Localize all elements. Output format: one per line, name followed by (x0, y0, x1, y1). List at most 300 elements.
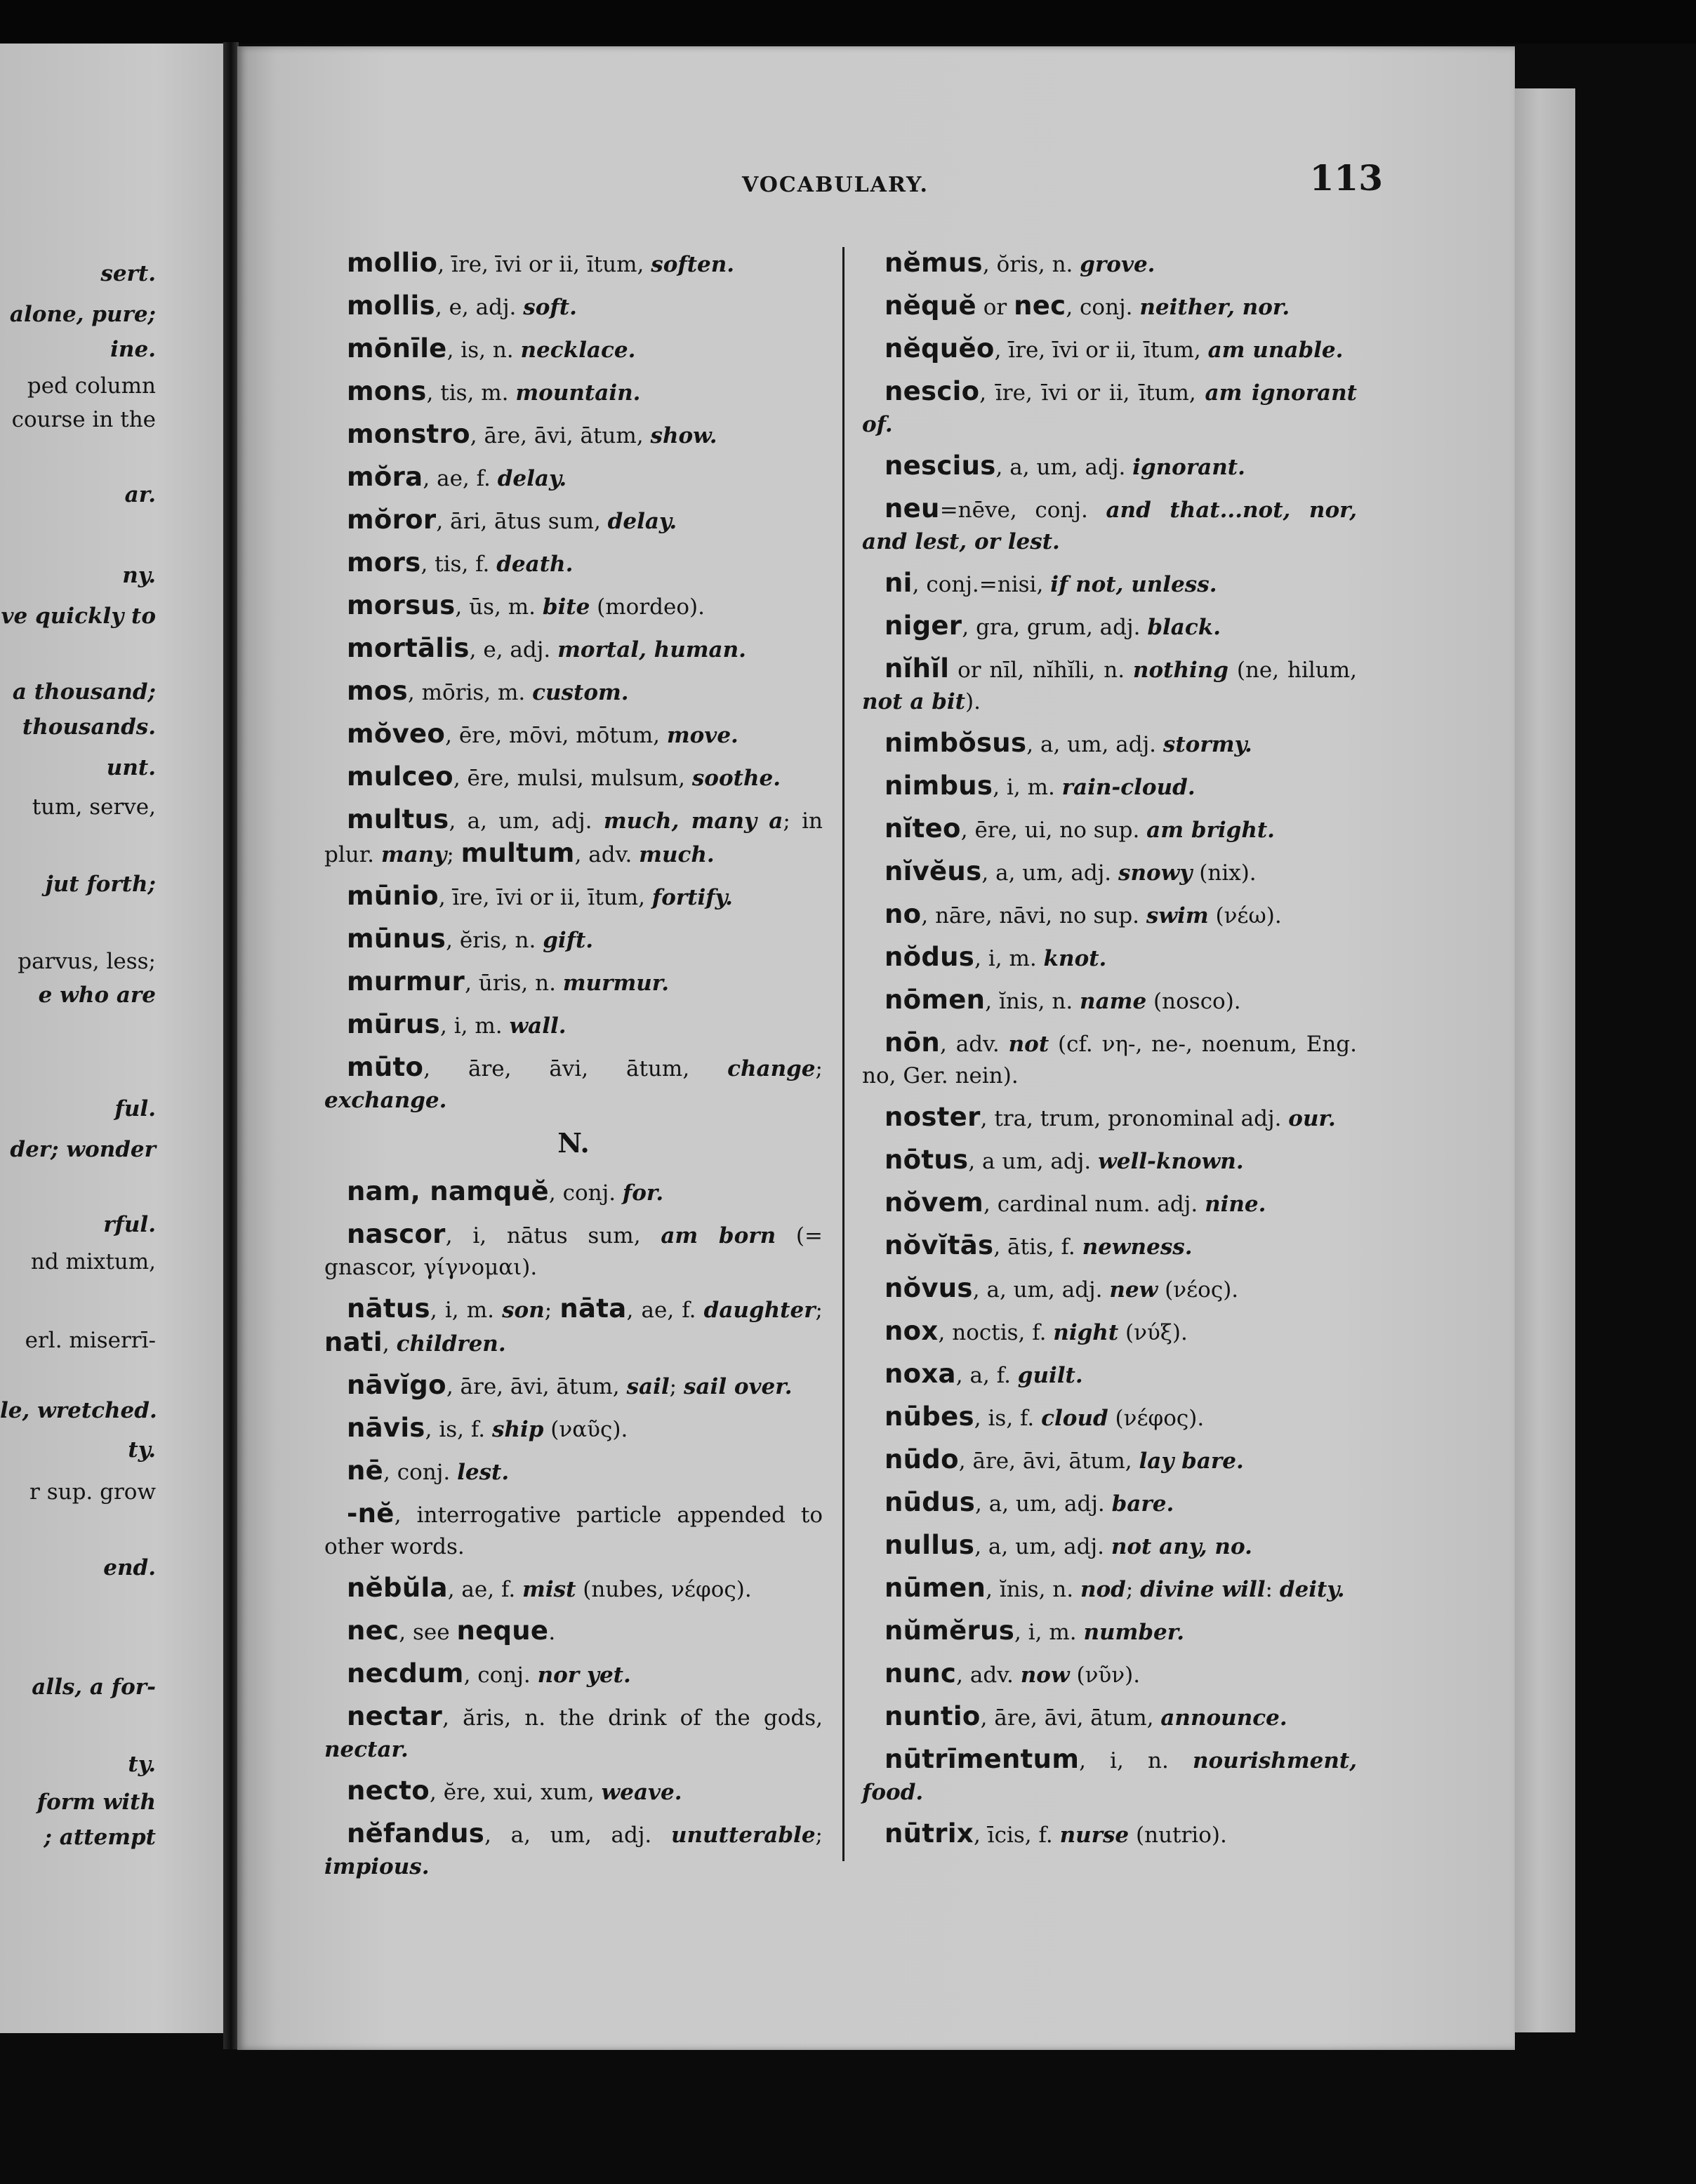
definition: lest. (457, 1460, 510, 1485)
headword: nūbes (885, 1401, 974, 1432)
entry-text: , a um, adj. (968, 1149, 1099, 1174)
vocabulary-entry (324, 1051, 823, 1117)
headword: nĕmus (885, 248, 983, 278)
definition: lay bare. (1139, 1449, 1244, 1474)
vocabulary-entry (324, 547, 823, 580)
definition: weave. (601, 1780, 682, 1805)
definition: black. (1147, 615, 1221, 640)
vocabulary-entry (862, 1743, 1357, 1809)
headword: nŭmĕrus (885, 1616, 1015, 1646)
vocabulary-entry (324, 804, 823, 871)
headword: nāvis (347, 1413, 425, 1443)
entries-n-list (324, 1176, 823, 1883)
headword: nūtrix (885, 1818, 974, 1849)
headword: no (885, 899, 922, 929)
entry-text: , i, m. (430, 1298, 503, 1323)
headword: neu (885, 493, 940, 524)
vocabulary-entry (324, 880, 823, 914)
definition: guilt. (1017, 1363, 1083, 1388)
vocabulary-entry (862, 770, 1357, 804)
definition: nectar. (324, 1737, 409, 1762)
definition: neither, nor. (1139, 295, 1290, 320)
headword: nāta (559, 1293, 627, 1324)
left-page-fragment: unt. (106, 755, 156, 780)
left-page-fragment: form with (37, 1790, 156, 1815)
vocabulary-entry (862, 1700, 1357, 1734)
entry-text: , see (399, 1620, 457, 1645)
headword: nūdus (885, 1487, 976, 1517)
left-page-fragment: alls, a for- (32, 1674, 156, 1700)
definition: show. (650, 423, 717, 448)
headword: mŏveo (347, 719, 446, 749)
headword: nūdo (885, 1444, 959, 1474)
left-page-fragment: tum, serve, (32, 794, 156, 820)
entry-text: , āri, ātus sum, (436, 509, 608, 534)
entry-text: ; (544, 1298, 560, 1323)
left-page-fragment: end. (103, 1555, 156, 1580)
entry-text: , ĭnis, n. (986, 1577, 1080, 1602)
vocabulary-entry (324, 1572, 823, 1606)
definition: fortify. (651, 885, 733, 910)
entry-text: , i, nātus sum, (445, 1223, 661, 1249)
definition: nod (1080, 1577, 1126, 1602)
left-page-fragment: alone, pure; (9, 302, 156, 327)
definition: much. (639, 842, 715, 867)
left-page-fragment: course in the (11, 407, 156, 432)
definition: nine. (1205, 1192, 1266, 1217)
entry-text: . (548, 1620, 556, 1645)
definition: delay. (607, 509, 677, 534)
headword: neque (456, 1616, 549, 1646)
definition: announce. (1160, 1705, 1287, 1731)
entry-text: , tra, trum, pronominal adj. (980, 1106, 1289, 1131)
definition: not a bit (862, 689, 965, 714)
entry-text: , ēre, ui, no sup. (960, 818, 1147, 843)
definition: soft. (523, 295, 577, 320)
definition: many (380, 842, 447, 867)
vocabulary-entry (324, 1176, 823, 1209)
headword: nĭteo (885, 813, 961, 844)
entry-text: , e, adj. (469, 637, 558, 662)
entry-text: or nīl, nĭhĭli, n. (949, 658, 1133, 683)
entry-text: , adv. (956, 1663, 1021, 1688)
vocabulary-entry (324, 1008, 823, 1042)
entry-text: , conj. (463, 1663, 538, 1688)
entry-text: ; (815, 1298, 823, 1323)
entry-text: , tis, m. (426, 380, 516, 406)
definition: children. (396, 1331, 506, 1357)
definition: custom. (532, 680, 629, 705)
vocabulary-entry (862, 653, 1357, 718)
vocabulary-entry (862, 1272, 1357, 1306)
definition: ignorant. (1132, 455, 1245, 480)
definition: am bright. (1146, 818, 1275, 843)
vocabulary-entry (862, 1358, 1357, 1392)
left-page-fragment: r sup. grow (29, 1479, 156, 1505)
definition: not any, no. (1111, 1534, 1252, 1559)
left-page-fragment: a thousand; (12, 679, 156, 705)
vocabulary-entry (324, 1700, 823, 1766)
headword: nimbus (885, 771, 993, 801)
vocabulary-entry (324, 718, 823, 752)
headword: nimbŏsus (885, 728, 1027, 758)
headword: nunc (885, 1658, 957, 1689)
headword: nĕquĕ (885, 291, 976, 321)
headword: mŏror (347, 505, 437, 535)
left-page-fragment: parvus, less; (18, 949, 156, 974)
page-number: 113 (1309, 157, 1383, 199)
entry-text: (ne, hilum, (1228, 658, 1357, 683)
headword: mos (347, 676, 408, 706)
headword: mūrus (347, 1009, 441, 1039)
definition: am unable. (1207, 338, 1344, 363)
headword: mūnus (347, 924, 446, 954)
definition: grove. (1080, 252, 1155, 277)
vocabulary-entry (862, 855, 1357, 889)
definition: swim (1146, 903, 1209, 928)
headword: nŏvĭtās (885, 1230, 994, 1260)
entry-text: (νέφος). (1108, 1406, 1205, 1431)
vocabulary-entry (862, 898, 1357, 932)
headword: mŏra (347, 462, 423, 492)
headword: niger (885, 611, 962, 641)
entry-text: ; (669, 1374, 684, 1399)
definition: nothing (1132, 658, 1228, 683)
vocabulary-entry (324, 504, 823, 538)
definition: sail over. (683, 1374, 793, 1399)
entry-text: , ŏris, n. (982, 252, 1080, 277)
entry-text: , ĕre, xui, xum, (429, 1780, 602, 1805)
headword: nĕquĕo (885, 333, 995, 364)
left-page-fragment: ve quickly to (1, 604, 156, 629)
vocabulary-entry (862, 813, 1357, 846)
headword: nox (885, 1316, 939, 1346)
left-page-fragment: jut forth; (45, 872, 156, 897)
entry-text: , īcis, f. (973, 1823, 1060, 1848)
entry-text: , is, f. (974, 1406, 1042, 1431)
entry-text: (mordeo). (590, 594, 705, 620)
definition: impious. (324, 1854, 430, 1879)
left-page-fragment: le, wretched. (0, 1398, 157, 1423)
entry-text: (νύξ). (1118, 1320, 1188, 1345)
entry-text: , tis, f. (420, 552, 497, 577)
left-page-fragment: nd mixtum, (30, 1249, 156, 1274)
entry-text: , (382, 1331, 397, 1357)
vocabulary-entry (324, 1369, 823, 1403)
entry-text: , ăris, n. the drink of the gods, (442, 1705, 823, 1731)
vocabulary-entry (862, 493, 1357, 558)
column-divider (842, 247, 844, 1861)
definition: gift. (543, 928, 594, 953)
entry-text: , ĭnis, n. (985, 989, 1080, 1014)
entry-text: , a, um, adj. (484, 1823, 671, 1848)
entry-text: , i, m. (440, 1013, 510, 1039)
entry-text: , e, adj. (435, 295, 524, 320)
entry-text: , cardinal num. adj. (983, 1192, 1205, 1217)
vocabulary-entry (324, 375, 823, 409)
vocabulary-entry (862, 333, 1357, 366)
entry-text: , āre, āvi, ātum, (980, 1705, 1161, 1731)
entry-text: , īre, īvi or ii, ītum, (438, 885, 652, 910)
entry-text: ; (446, 842, 461, 867)
entry-text: : (1265, 1577, 1280, 1602)
definition: knot. (1043, 946, 1107, 971)
vocabulary-entry (862, 1230, 1357, 1263)
headword: nescio (885, 376, 980, 406)
definition: unutterable (670, 1823, 816, 1848)
vocabulary-entry (862, 1572, 1357, 1606)
running-head: VOCABULARY. (742, 173, 929, 197)
definition: and that...not, nor, and lest, or lest. (862, 498, 1357, 554)
headword: nātus (347, 1293, 430, 1324)
entry-text: (nix). (1192, 860, 1257, 886)
headword: noxa (885, 1359, 956, 1389)
headword: multus (347, 804, 449, 834)
vocabulary-entry (324, 923, 823, 957)
vocabulary-entry (862, 450, 1357, 484)
headword: multum (461, 838, 575, 868)
headword: nĕbŭla (347, 1573, 448, 1603)
entry-text: , ātis, f. (993, 1234, 1082, 1260)
left-page-fragment: ar. (124, 482, 156, 507)
vocabulary-entry (324, 1775, 823, 1809)
left-page-fragment: der; wonder (10, 1137, 156, 1162)
entry-text: , ĕris, n. (446, 928, 543, 953)
entry-text: , ēre, mulsi, mulsum, (453, 766, 692, 791)
left-page-fragment: ny. (122, 563, 156, 588)
entry-text: , ūris, n. (465, 971, 563, 996)
vocabulary-entry (324, 461, 823, 495)
headword: nŏvem (885, 1187, 984, 1218)
entry-text: , āre, āvi, ātum, (446, 1374, 627, 1399)
entry-text: (cf. νη-, ne-, noenum, Eng. no, Ger. nein). (862, 1032, 1357, 1088)
headword: nōmen (885, 985, 986, 1015)
entry-text: , i, m. (974, 946, 1044, 971)
entry-text: , conj. (548, 1180, 623, 1206)
definition: mortal, human. (557, 637, 746, 662)
definition: change (727, 1056, 816, 1081)
entry-text: ; (815, 1823, 823, 1848)
entry-text: , īre, īvi or ii, ītum, (994, 338, 1208, 363)
vocabulary-entry (324, 333, 823, 366)
vocabulary-entry (324, 1818, 823, 1883)
headword: nullus (885, 1530, 975, 1560)
vocabulary-entry (862, 1101, 1357, 1135)
entries-right-list (862, 247, 1357, 1851)
entry-text: ). (965, 689, 981, 714)
vocabulary-entry (862, 984, 1357, 1018)
headword: nati (324, 1327, 383, 1357)
headword: necdum (347, 1658, 464, 1689)
headword: nē (347, 1456, 384, 1486)
entry-text: , a, um, adj. (449, 808, 604, 834)
definition: stormy. (1162, 732, 1252, 757)
entry-text: (νῦν). (1069, 1663, 1141, 1688)
entry-text: , ae, f. (626, 1298, 704, 1323)
definition: soften. (651, 252, 735, 277)
headword: nec (347, 1616, 399, 1646)
entry-text: , ae, f. (447, 1577, 523, 1602)
left-page-fragment: thousands. (22, 714, 156, 740)
left-column (324, 247, 823, 1892)
entry-text: , nāre, nāvi, no sup. (921, 903, 1146, 928)
entry-text: , a, f. (955, 1363, 1018, 1388)
vocabulary-entry (862, 1144, 1357, 1178)
vocabulary-entry (324, 590, 823, 623)
entry-text: , a, um, adj. (972, 1277, 1110, 1303)
entry-text: , adv. (940, 1032, 1009, 1057)
vocabulary-entry (862, 941, 1357, 975)
headword: mōnīle (347, 333, 447, 364)
entry-text: , ūs, m. (455, 594, 543, 620)
definition: nor yet. (537, 1663, 631, 1688)
vocabulary-entry (862, 1315, 1357, 1349)
entry-text: , īre, īvi or ii, ītum, (437, 252, 651, 277)
left-page-fragment: ty. (128, 1752, 156, 1777)
entry-text: or (976, 295, 1014, 320)
definition: wall. (509, 1013, 567, 1039)
entry-text: , a, um, adj. (975, 1491, 1112, 1517)
entry-text: , i, n. (1079, 1748, 1193, 1773)
vocabulary-entry (862, 1027, 1357, 1092)
definition: murmur. (562, 971, 670, 996)
definition: if not, unless. (1050, 572, 1217, 597)
left-page-fragment: ful. (114, 1096, 156, 1121)
headword: mollis (347, 291, 435, 321)
entry-text: , āre, āvi, ātum, (423, 1056, 728, 1081)
vocabulary-entry (324, 247, 823, 281)
entry-text: , noctis, f. (938, 1320, 1054, 1345)
headword: mūto (347, 1052, 424, 1082)
entries-m-list (324, 247, 823, 1117)
headword: nāvĭgo (347, 1370, 446, 1400)
headword: mortālis (347, 633, 470, 663)
headword: monstro (347, 419, 470, 449)
definition: well-known. (1098, 1149, 1244, 1174)
headword: nōtus (885, 1145, 969, 1175)
entry-text: , a, um, adj. (981, 860, 1119, 886)
entry-text: ; in plur. (324, 808, 823, 867)
vocabulary-entry (862, 247, 1357, 281)
vocabulary-entry (324, 1412, 823, 1446)
entry-text: , adv. (574, 842, 640, 867)
entry-text: (νέω). (1208, 903, 1282, 928)
headword: nūtrīmentum (885, 1744, 1080, 1774)
definition: newness. (1082, 1234, 1193, 1260)
definition: cloud (1041, 1406, 1108, 1431)
entry-text: (ναῦς). (543, 1417, 628, 1442)
headword: nūmen (885, 1573, 986, 1603)
vocabulary-entry (862, 567, 1357, 601)
headword: mors (347, 547, 421, 578)
entry-text: ; (815, 1056, 823, 1081)
entry-text: , i, m. (993, 775, 1062, 800)
definition: name (1080, 989, 1147, 1014)
vocabulary-entry (862, 1187, 1357, 1220)
definition: now (1020, 1663, 1070, 1688)
right-page-stack (1515, 88, 1575, 2032)
definition: nurse (1059, 1823, 1129, 1848)
left-page-fragment: ped column (27, 373, 156, 399)
entry-text: , conj. (383, 1460, 458, 1485)
entry-text: (nubes, νέφος). (576, 1577, 752, 1602)
vocabulary-entry (324, 418, 823, 452)
definition: sail (626, 1374, 670, 1399)
vocabulary-entry (862, 1658, 1357, 1691)
definition: bite (542, 594, 590, 620)
vocabulary-entry (862, 1401, 1357, 1434)
vocabulary-entry (324, 290, 823, 324)
headword: nescius (885, 451, 996, 481)
definition: am born (661, 1223, 776, 1249)
headword: nĕfandus (347, 1818, 485, 1849)
entry-text: (= gnascor, γίγνομαι). (324, 1223, 823, 1280)
book-spine (223, 42, 239, 2049)
vocabulary-entry (862, 1818, 1357, 1851)
headword: mulceo (347, 761, 453, 792)
vocabulary-entry (862, 1529, 1357, 1563)
entry-text: , interrogative particle appended to other words. (324, 1503, 823, 1559)
definition: number. (1083, 1620, 1185, 1645)
entry-text: , i, m. (1014, 1620, 1084, 1645)
entry-text: , is, n. (446, 338, 521, 363)
vocabulary-entry (324, 1615, 823, 1649)
left-page-fragment: ; attempt (44, 1825, 156, 1850)
vocabulary-entry (324, 1293, 823, 1360)
headword: nōn (885, 1027, 941, 1058)
definition: for. (622, 1180, 664, 1206)
definition: nourishment, food. (862, 1748, 1357, 1805)
headword: mollio (347, 248, 438, 278)
left-page-fragment: e who are (38, 983, 156, 1008)
definition: deity. (1279, 1577, 1345, 1602)
headword: nascor (347, 1219, 446, 1249)
definition: rain-cloud. (1061, 775, 1195, 800)
vocabulary-entry (324, 632, 823, 666)
vocabulary-entry (862, 727, 1357, 761)
headword: nam, namquĕ (347, 1176, 549, 1206)
definition: not (1008, 1032, 1049, 1057)
entry-text: , gra, grum, adj. (962, 615, 1148, 640)
definition: much, many a (603, 808, 783, 834)
vocabulary-entry (324, 966, 823, 999)
vocabulary-entry (862, 1444, 1357, 1477)
left-page-fragment: sert. (100, 261, 156, 286)
headword: nec (1014, 291, 1066, 321)
headword: morsus (347, 590, 456, 620)
headword: necto (347, 1776, 430, 1806)
right-column (862, 247, 1357, 1860)
left-page-fragment: erl. miserrī- (25, 1328, 156, 1353)
headword: murmur (347, 966, 465, 997)
definition: bare. (1111, 1491, 1174, 1517)
definition: am ignorant of. (862, 380, 1357, 437)
vocabulary-entry (862, 610, 1357, 644)
headword: mons (347, 376, 427, 406)
headword: noster (885, 1102, 981, 1132)
entry-text: , a, um, adj. (974, 1534, 1111, 1559)
vocabulary-entry (862, 290, 1357, 324)
vocabulary-entry (324, 1498, 823, 1563)
definition: delay. (497, 466, 567, 491)
headword: nĭhĭl (885, 653, 950, 684)
section-heading-n: N. (557, 1127, 590, 1159)
definition: night (1053, 1320, 1119, 1345)
entry-text: , mōris, m. (407, 680, 533, 705)
vocabulary-entry (862, 1486, 1357, 1520)
entry-text: , conj.=nisi, (912, 572, 1051, 597)
entry-text: , a, um, adj. (995, 455, 1133, 480)
